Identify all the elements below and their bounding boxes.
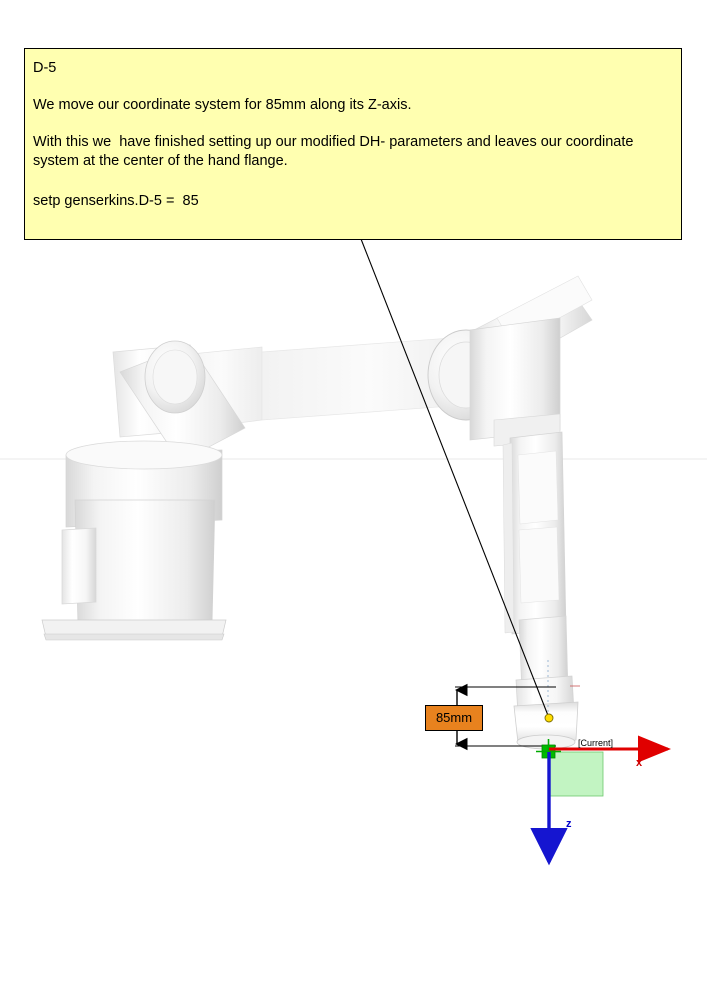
note-paragraph-1: We move our coordinate system for 85mm along its Z-axis. bbox=[33, 97, 412, 114]
callout-note-box bbox=[24, 48, 682, 240]
note-title: D-5 bbox=[33, 60, 57, 76]
axis-z-label: z bbox=[566, 818, 572, 830]
note-paragraph-2: With this we have finished setting up our modified DH- parameters and leaves our coordinate system at the center of the hand flange. bbox=[33, 134, 638, 170]
dimension-value-label: 85mm bbox=[425, 705, 483, 731]
axis-x-label: x bbox=[636, 757, 643, 769]
current-frame-label: [Current] bbox=[578, 738, 614, 748]
note-code-line: setp genserkins.D-5 = 85 bbox=[33, 192, 199, 209]
